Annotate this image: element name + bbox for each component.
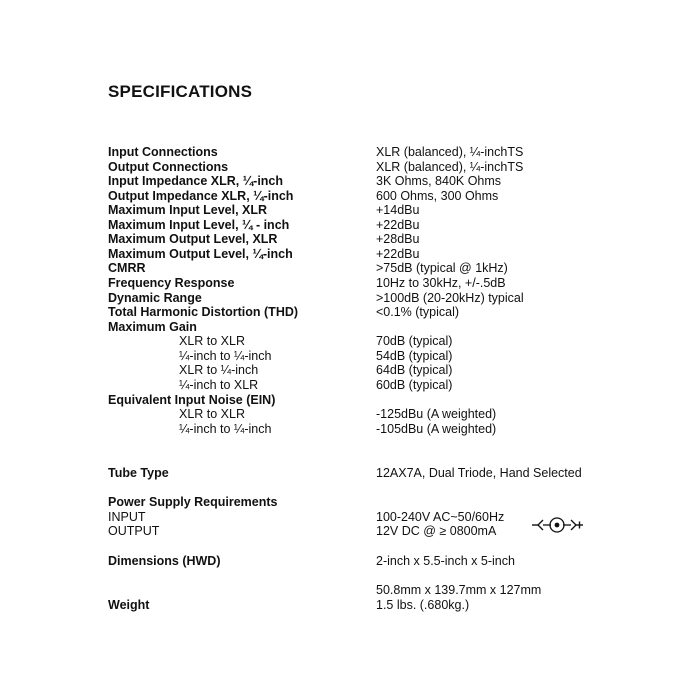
spec-value: 54dB (typical) — [376, 349, 453, 363]
spec-label: Frequency Response — [108, 276, 235, 290]
spec-value: +14dBu — [376, 203, 420, 217]
spec-row — [0, 407, 700, 422]
tube-type-row — [0, 466, 700, 481]
spec-row — [0, 422, 700, 437]
spec-value: 70dB (typical) — [376, 334, 453, 348]
spec-row — [0, 261, 700, 276]
spec-row — [0, 276, 700, 291]
dimensions-row — [0, 554, 700, 569]
power-output-row — [0, 524, 700, 539]
power-input-label: INPUT — [108, 510, 146, 524]
spec-row — [0, 305, 700, 320]
spec-row — [0, 160, 700, 175]
spec-label: Output Connections — [108, 160, 229, 174]
spec-row — [0, 393, 700, 408]
spec-value: >75dB (typical @ 1kHz) — [376, 261, 508, 275]
spec-label: XLR to XLR — [179, 334, 246, 348]
spec-value: -125dBu (A weighted) — [376, 407, 497, 421]
spec-value: XLR (balanced), ¼-inchTS — [376, 145, 524, 159]
spec-row — [0, 320, 700, 335]
spec-label: Maximum Gain — [108, 320, 197, 334]
dc-polarity-center-negative-icon — [528, 515, 586, 535]
spec-label: Maximum Output Level, ¼-inch — [108, 247, 293, 261]
weight-value: 1.5 lbs. (.680kg.) — [376, 598, 470, 612]
page-title: SPECIFICATIONS — [108, 82, 253, 101]
spec-label: Maximum Output Level, XLR — [108, 232, 278, 246]
spec-value: +28dBu — [376, 232, 420, 246]
spec-value: 64dB (typical) — [376, 363, 453, 377]
spec-label: ¼-inch to ¼-inch — [179, 349, 272, 363]
tube-type-label: Tube Type — [108, 466, 169, 480]
weight-row — [0, 598, 700, 613]
spec-label: Maximum Input Level, ¼ - inch — [108, 218, 290, 232]
spec-value: <0.1% (typical) — [376, 305, 460, 319]
spec-row — [0, 174, 700, 189]
spec-value: 60dB (typical) — [376, 378, 453, 392]
power-input-value: 100-240V AC~50/60Hz — [376, 510, 505, 524]
spec-label: Input Impedance XLR, ¼-inch — [108, 174, 284, 188]
dimensions-metric-row — [0, 583, 700, 598]
spec-row — [0, 247, 700, 262]
spec-label: XLR to XLR — [179, 407, 246, 421]
spec-label: Dynamic Range — [108, 291, 202, 305]
spec-label: Maximum Input Level, XLR — [108, 203, 268, 217]
spec-label: Equivalent Input Noise (EIN) — [108, 393, 276, 407]
spec-value: +22dBu — [376, 247, 420, 261]
spec-row — [0, 378, 700, 393]
spec-row — [0, 349, 700, 364]
spec-row — [0, 145, 700, 160]
spec-row — [0, 334, 700, 349]
spec-label: Total Harmonic Distortion (THD) — [108, 305, 299, 319]
power-input-row — [0, 510, 700, 525]
power-supply-heading-row — [0, 495, 700, 510]
spec-label: XLR to ¼-inch — [179, 363, 259, 377]
dimensions-imperial-value: 2-inch x 5.5-inch x 5-inch — [376, 554, 515, 568]
spec-value: +22dBu — [376, 218, 420, 232]
spec-label: Output Impedance XLR, ¼-inch — [108, 189, 294, 203]
spec-label: CMRR — [108, 261, 146, 275]
spec-label: Input Connections — [108, 145, 218, 159]
spec-row — [0, 203, 700, 218]
dimensions-label: Dimensions (HWD) — [108, 554, 221, 568]
power-output-value: 12V DC @ ≥ 0800mA — [376, 524, 497, 538]
spec-row — [0, 291, 700, 306]
power-output-label: OUTPUT — [108, 524, 160, 538]
spec-value: 10Hz to 30kHz, +/-.5dB — [376, 276, 506, 290]
spec-row — [0, 218, 700, 233]
weight-label: Weight — [108, 598, 150, 612]
tube-type-value: 12AX7A, Dual Triode, Hand Selected — [376, 466, 582, 480]
spec-value: XLR (balanced), ¼-inchTS — [376, 160, 524, 174]
dimensions-metric-value: 50.8mm x 139.7mm x 127mm — [376, 583, 542, 597]
spec-label: ¼-inch to ¼-inch — [179, 422, 272, 436]
spec-row — [0, 363, 700, 378]
spec-value: 3K Ohms, 840K Ohms — [376, 174, 502, 188]
spec-value: -105dBu (A weighted) — [376, 422, 497, 436]
spec-row — [0, 232, 700, 247]
spec-label: ¼-inch to XLR — [179, 378, 259, 392]
spec-value: >100dB (20-20kHz) typical — [376, 291, 524, 305]
spec-value: 600 Ohms, 300 Ohms — [376, 189, 499, 203]
power-supply-heading: Power Supply Requirements — [108, 495, 278, 509]
spec-row — [0, 189, 700, 204]
